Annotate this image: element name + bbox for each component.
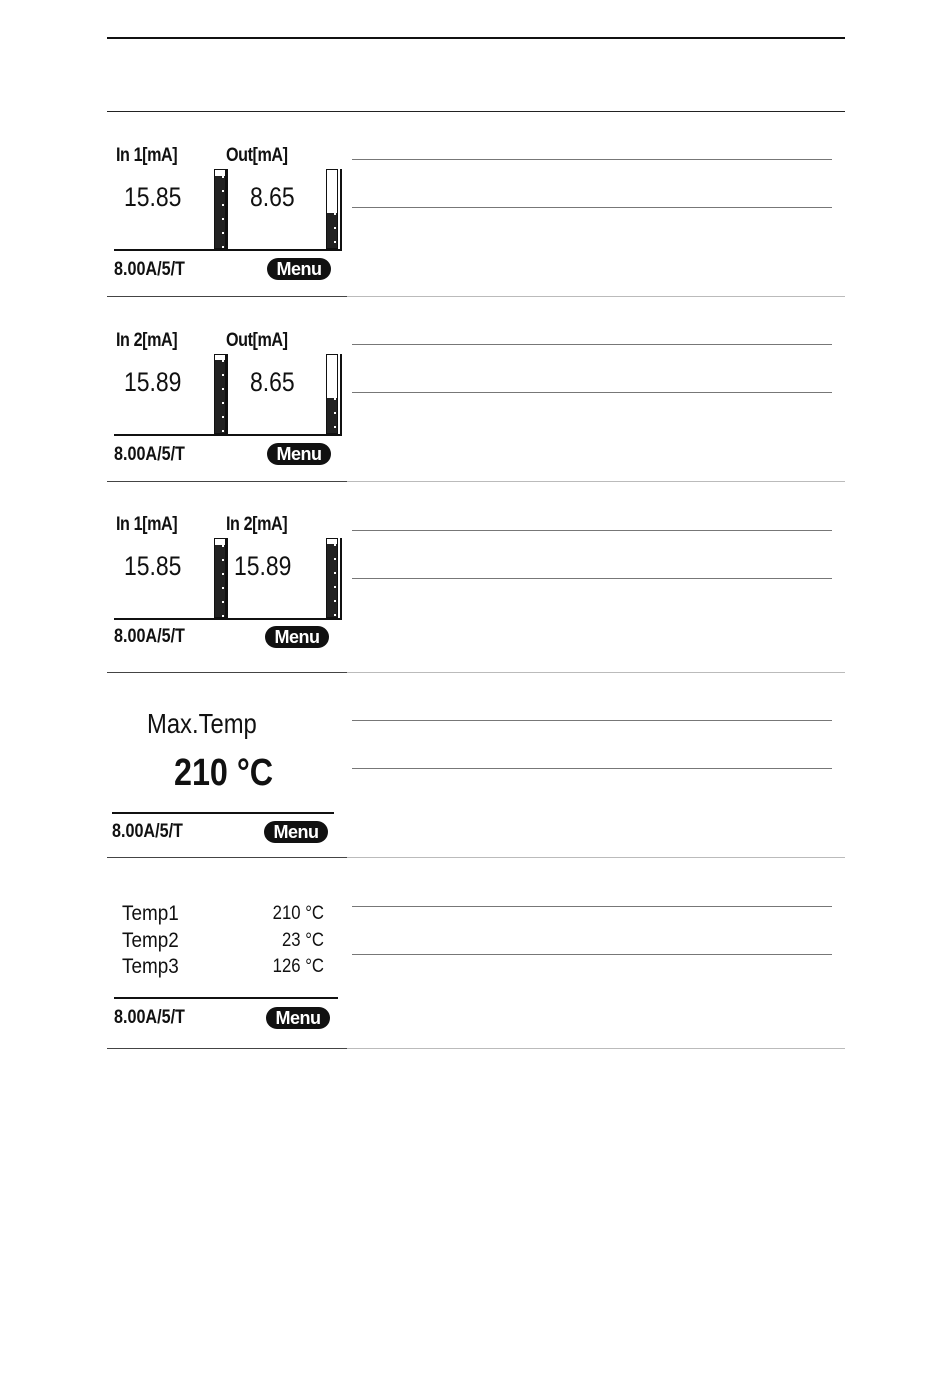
right-value: 15.89 — [234, 551, 292, 581]
screen-baseline — [114, 618, 338, 620]
row-divider — [107, 1048, 347, 1049]
row-divider — [107, 296, 347, 297]
right-channel-header: Out[mA] — [226, 145, 288, 166]
row-divider — [347, 1048, 845, 1049]
display-screen-max-temp — [112, 700, 342, 850]
temp-value: 210 °C — [272, 903, 324, 924]
description-line — [352, 906, 832, 907]
menu-button[interactable]: Menu — [264, 821, 328, 843]
max-temp-label: Max.Temp — [147, 708, 257, 739]
status-text: 8.00A/5/T — [114, 1007, 185, 1028]
temp-value: 23 °C — [281, 930, 324, 951]
display-screen-in1-out — [112, 142, 342, 287]
row-divider — [347, 672, 845, 673]
display-screen-in1-in2 — [112, 511, 342, 656]
menu-button[interactable]: Menu — [266, 1007, 330, 1029]
description-line — [352, 530, 832, 531]
left-level-fill — [215, 176, 225, 248]
display-screen-in2-out — [112, 327, 342, 472]
left-level-fill — [215, 545, 225, 617]
right-level-bar — [326, 538, 338, 618]
menu-button[interactable]: Menu — [267, 258, 331, 280]
top-rule — [107, 37, 845, 39]
max-temp-value: 210 °C — [174, 752, 274, 794]
right-level-fill — [327, 544, 337, 617]
description-line — [352, 207, 832, 208]
temp-value: 126 °C — [272, 956, 324, 977]
left-level-bar — [214, 169, 226, 249]
left-channel-header: In 2[mA] — [116, 330, 178, 351]
right-value: 8.65 — [250, 182, 295, 212]
right-level-bar — [326, 354, 338, 434]
temp-label: Temp1 — [122, 902, 179, 925]
screen-baseline — [114, 997, 338, 999]
status-text: 8.00A/5/T — [114, 444, 185, 465]
right-channel-header: Out[mA] — [226, 330, 288, 351]
description-line — [352, 344, 832, 345]
status-text: 8.00A/5/T — [114, 259, 185, 280]
row-divider — [107, 672, 347, 673]
description-line — [352, 954, 832, 955]
row-divider — [107, 857, 347, 858]
menu-button[interactable]: Menu — [265, 626, 329, 648]
left-channel-header: In 1[mA] — [116, 145, 178, 166]
description-line — [352, 768, 832, 769]
left-value: 15.89 — [124, 367, 182, 397]
left-channel-header: In 1[mA] — [116, 514, 178, 535]
description-line — [352, 720, 832, 721]
status-text: 8.00A/5/T — [114, 626, 185, 647]
right-channel-header: In 2[mA] — [226, 514, 288, 535]
left-value: 15.85 — [124, 182, 182, 212]
status-text: 8.00A/5/T — [112, 821, 183, 842]
row-divider — [347, 857, 845, 858]
right-level-fill — [327, 398, 337, 433]
temp-label: Temp2 — [122, 929, 179, 952]
left-level-bar — [214, 538, 226, 618]
description-line — [352, 578, 832, 579]
row-divider — [347, 481, 845, 482]
screen-baseline — [114, 249, 338, 251]
right-value: 8.65 — [250, 367, 295, 397]
temp-label: Temp3 — [122, 955, 179, 978]
display-screen-temps — [112, 900, 342, 1040]
row-divider — [107, 481, 347, 482]
screen-baseline — [112, 812, 334, 814]
description-line — [352, 159, 832, 160]
left-level-fill — [215, 360, 225, 433]
description-line — [352, 392, 832, 393]
menu-button[interactable]: Menu — [267, 443, 331, 465]
left-value: 15.85 — [124, 551, 182, 581]
row-divider — [347, 296, 845, 297]
right-level-bar — [326, 169, 338, 249]
screen-baseline — [114, 434, 338, 436]
right-level-fill — [327, 213, 337, 248]
row-divider — [107, 111, 845, 112]
left-level-bar — [214, 354, 226, 434]
